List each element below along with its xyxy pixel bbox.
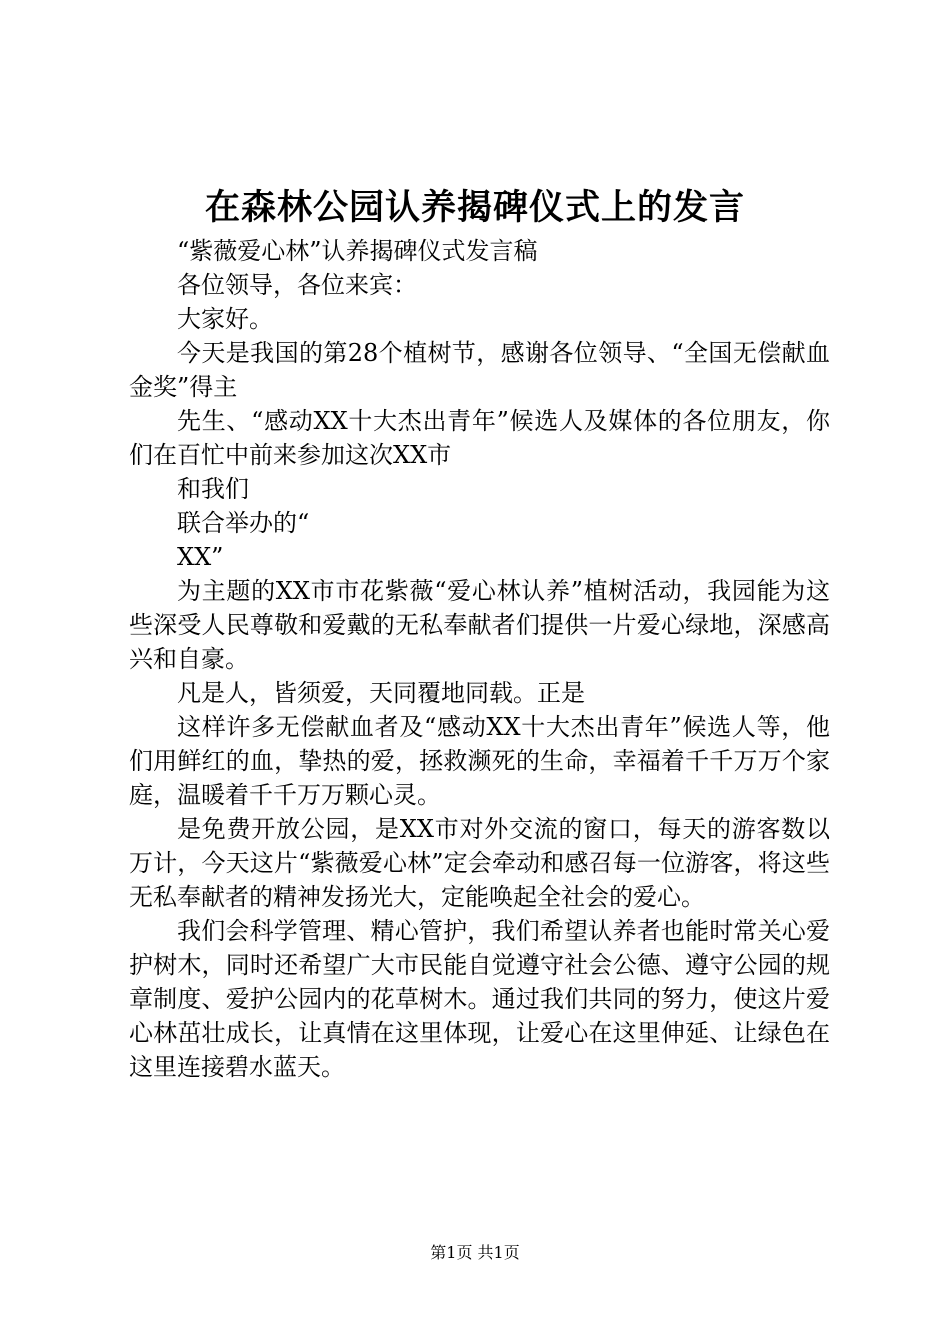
- paragraph: 凡是人，皆须爱，天同覆地同载。正是: [177, 679, 585, 707]
- paragraph: 大家好。: [177, 305, 273, 333]
- paragraph: 为主题的XX市市花紫薇“爱心林认养”植树活动，我园能为这些深受人民尊敬和爱戴的无私奉献者们提供一片爱心绿地，深感高兴和自豪。: [129, 577, 830, 673]
- page-footer: 第1页 共1页: [430, 1243, 520, 1262]
- paragraph: 这样许多无偿献血者及“感动XX十大杰出青年”候选人等，他们用鲜红的血，挚热的爱，拯救濒死的生命，幸福着千千万万个家庭，温暖着千千万万颗心灵。: [129, 713, 830, 809]
- paragraph: 和我们: [177, 475, 249, 503]
- paragraph: 各位领导，各位来宾：: [177, 271, 417, 299]
- paragraph: 今天是我国的第28个植树节，感谢各位领导、“全国无偿献血金奖”得主: [129, 339, 830, 401]
- paragraph: 是免费开放公园，是XX市对外交流的窗口，每天的游客数以万计，今天这片“紫薇爱心林”定会牵动和感召每一位游客，将这些无私奉献者的精神发扬光大，定能唤起全社会的爱心。: [129, 815, 830, 911]
- paragraph: XX”: [177, 543, 224, 571]
- document-title: 在森林公园认养揭碑仪式上的发言: [204, 187, 745, 228]
- paragraph: “紫薇爱心林”认养揭碑仪式发言稿: [177, 237, 538, 265]
- paragraph: 我们会科学管理、精心管护，我们希望认养者也能时常关心爱护树木，同时还希望广大市民能自觉遵守社会公德、遵守公园的规章制度、爱护公园内的花草树木。通过我们共同的努力，使这片爱心林茁壮成长，让真情在这里体现，让爱心在这里伸延、让绿色在这里连接碧水蓝天。: [129, 917, 830, 1081]
- paragraph: 联合举办的“: [177, 509, 310, 537]
- document-body: [129, 234, 830, 1084]
- paragraph: 先生、“感动XX十大杰出青年”候选人及媒体的各位朋友，你们在百忙中前来参加这次XX市: [129, 407, 830, 469]
